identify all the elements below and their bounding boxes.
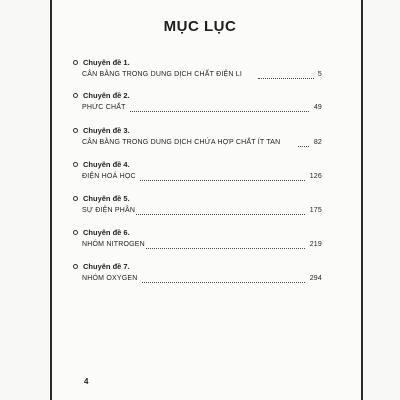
toc-line [82, 104, 322, 114]
bullet-circle-icon [73, 128, 78, 133]
dot-leader [140, 180, 305, 181]
page-number: 4 [84, 377, 89, 386]
dot-leader [136, 214, 305, 215]
chapter-label: Chuyên đề 1. [83, 58, 130, 67]
chapter-label: Chuyên đề 7. [83, 262, 130, 271]
chapter-label: Chuyên đề 6. [83, 228, 130, 237]
page-ref: 82 [313, 139, 322, 146]
toc-chapter [82, 194, 130, 203]
page-title: MỤC LỤC [163, 18, 237, 35]
page-ref: 294 [309, 275, 322, 282]
bullet-circle-icon [73, 230, 78, 235]
toc-line [82, 173, 322, 183]
toc-chapter [82, 228, 130, 237]
chapter-label: Chuyên đề 2. [83, 91, 130, 100]
page-ref: 175 [309, 207, 322, 214]
toc-line [82, 71, 322, 81]
toc-chapter [82, 262, 130, 271]
page-ref: 219 [309, 241, 322, 248]
bullet-circle-icon [73, 264, 78, 269]
chapter-label: Chuyên đề 4. [83, 160, 130, 169]
dot-leader [130, 111, 309, 112]
toc-line [82, 139, 322, 149]
topic-title: PHỨC CHẤT [82, 104, 126, 111]
topic-title: ĐIỆN HOÁ HỌC [82, 173, 136, 180]
toc-line [82, 207, 322, 217]
toc-chapter [82, 126, 130, 135]
dot-leader [142, 282, 305, 283]
toc-line [82, 275, 322, 285]
dot-leader [146, 248, 305, 249]
topic-title: CÂN BẰNG TRONG DUNG DỊCH CHỨA HỢP CHẤT ÍT TAN [82, 139, 281, 146]
toc-line [82, 241, 322, 251]
dot-leader [258, 78, 314, 79]
bullet-circle-icon [73, 93, 78, 98]
topic-title: SỰ ĐIỆN PHÂN [82, 207, 136, 214]
toc-chapter [82, 91, 130, 100]
chapter-label: Chuyên đề 3. [83, 126, 130, 135]
page-ref: 49 [313, 104, 322, 111]
page-ref: 5 [317, 71, 322, 78]
toc-chapter [82, 58, 130, 67]
chapter-label: Chuyên đề 5. [83, 194, 130, 203]
page-ref: 126 [309, 173, 322, 180]
toc-chapter [82, 160, 130, 169]
dot-leader [298, 146, 309, 147]
topic-title: NHÓM NITROGEN [82, 241, 145, 248]
bullet-circle-icon [73, 60, 78, 65]
topic-title: NHÓM OXYGEN [82, 275, 138, 282]
bullet-circle-icon [73, 162, 78, 167]
topic-title: CÂN BẰNG TRONG DUNG DỊCH CHẤT ĐIỆN LI [82, 71, 242, 78]
bullet-circle-icon [73, 196, 78, 201]
